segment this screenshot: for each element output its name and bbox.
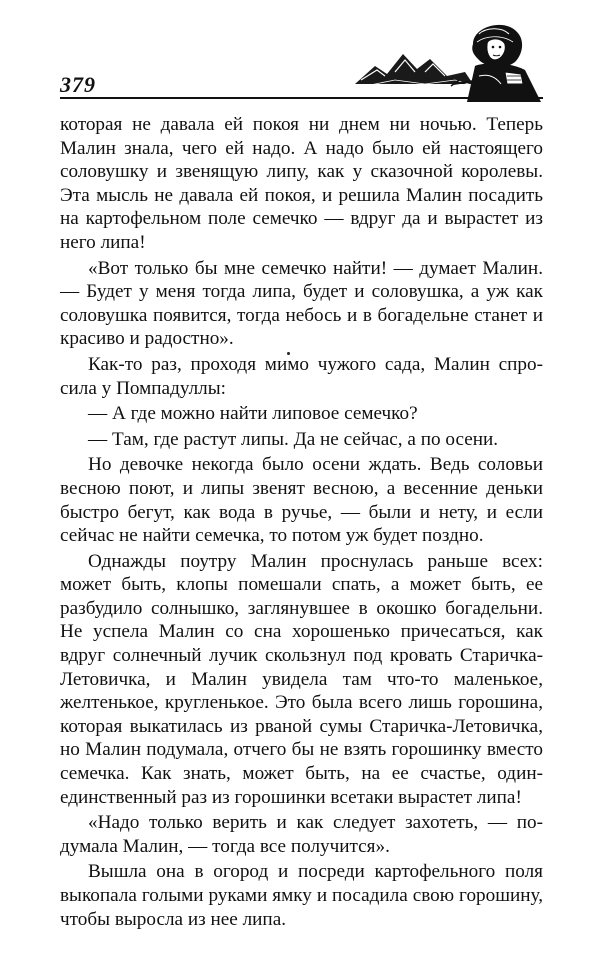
paragraph: Как-то раз, проходя мимо чужого сада, Малин спросила у Помпадуллы: [60,353,543,399]
paragraph: которая не давала ей покоя ни днем ни ночью. Теперь Малин знала, чего ей надо. А надо было ей настоящего соловушку и звенящую липу, как у сказочной королевы. Эта мысль не давала ей покоя, и решила Малин посадить на картофельном поле семечко — вдруг да и вырастет из него липа! [60,114,543,253]
paragraph: Однажды поутру Малин проснулась раньше всех: может быть, клопы помешали спать, а может быть, ее разбудило солнышко, заглянувшее в окошко богадельни. Не успела Малин со сна хорошенько причесаться, как вдруг солнечный лучик скользнул под кровать Старичка-Летовичка, и Малин увидела там что-то маленькое, желтенькое, кругленькое. Это была всего лишь горошина, которая выкатилась из рваной сумы Старичка-Летовичка, но Малин подумала, отчего бы не взять горошинку вместо семечка. Как знать, может быть, на ее счастье, один-единственный раз из горошинки всетаки вырастет липа! [60,550,543,808]
paragraph: «Надо только верить и как следует захотеть, — подумала Малин, — тогда все получится». [60,812,543,857]
paragraph: «Вот только бы мне семечко найти! — думает Малин. — Будет у меня тогда липа, будет и соловушка, а уж как соловушка появится, тогда небось и в богадельне станет и красиво и радостно». [60,257,543,350]
body-text [60,113,543,933]
page-number: 379 [60,72,96,97]
page-header [0,0,600,110]
header-rule [60,97,543,99]
paragraph: — А где можно найти липовое семечко? [88,403,418,425]
paragraph: Вышла она в огород и посреди картофельного поля выкопала голыми руками ямку и посадила свою горошину, чтобы выросла из нее липа. [60,861,543,930]
paragraph: — Там, где растут липы. Да не сейчас, а по осени. [88,428,499,450]
mountain-figure-illustration-icon [355,14,545,102]
paragraph: Но девочке некогда было осени ждать. Ведь соловьи весною поют, и липы звенят весною, а весенние деньки быстро бегут, как вода в ручье, — были и нету, и если сейчас не найти семечка, то потом уж будет поздно. [60,454,543,547]
